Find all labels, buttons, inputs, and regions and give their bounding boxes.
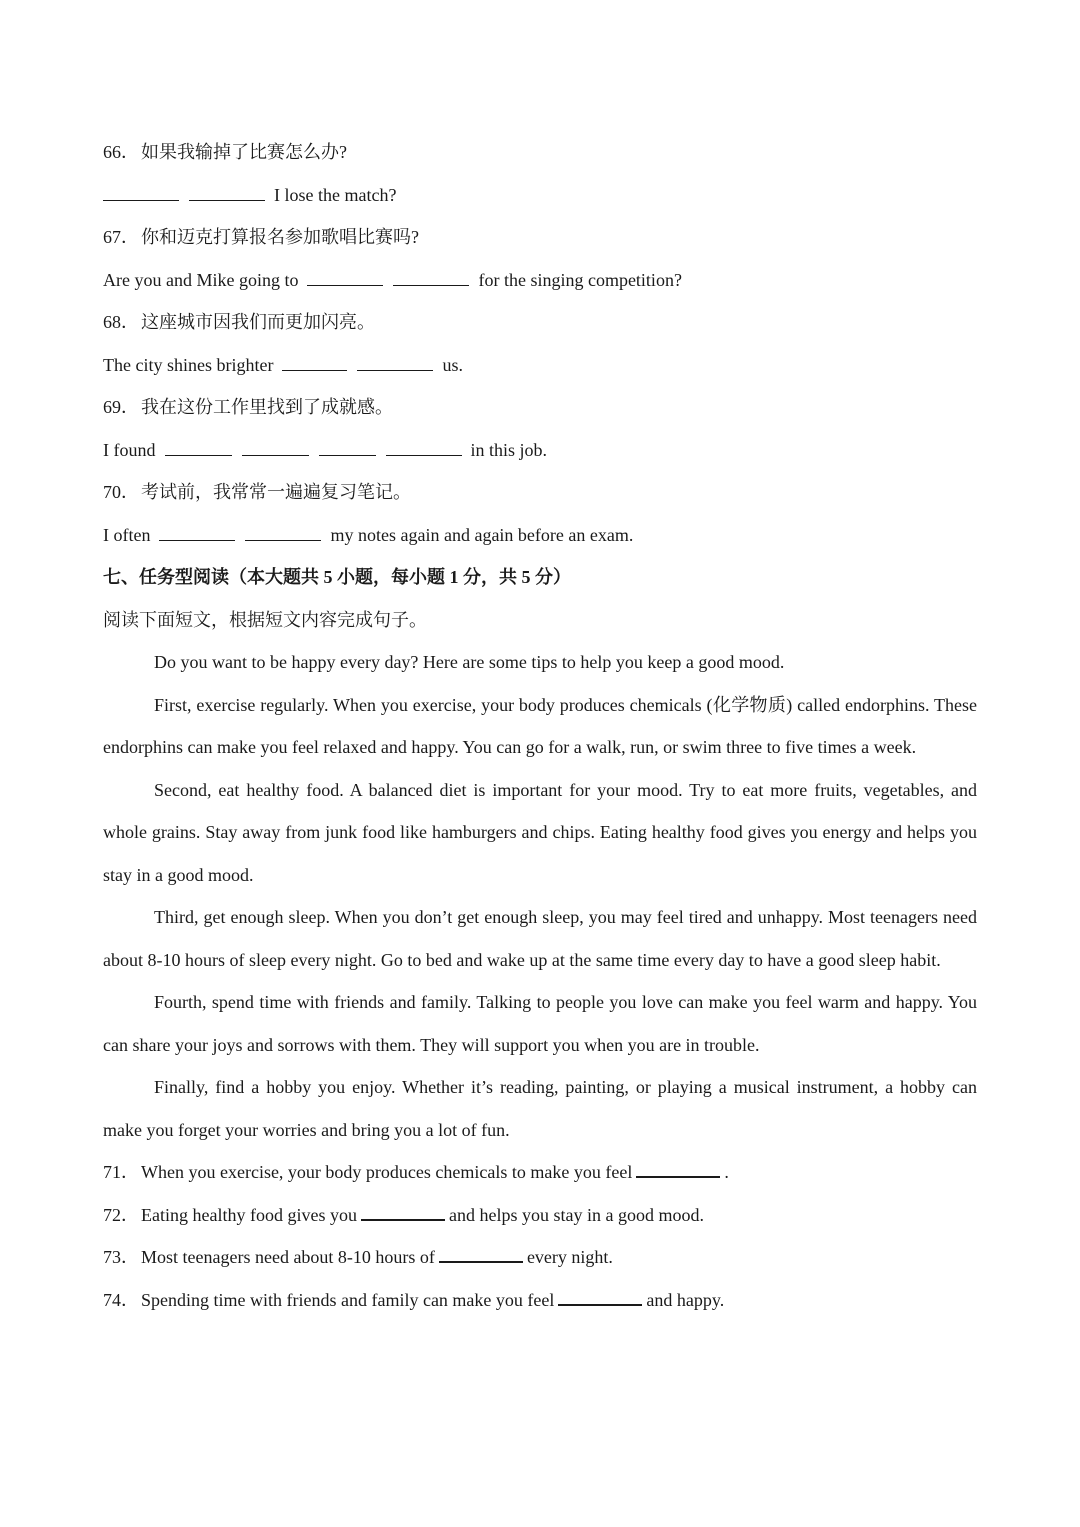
question-text: and helps you stay in a good mood. [448, 1204, 704, 1225]
passage-paragraph: Third, get enough sleep. When you don’t get enough sleep, you may feel tired and unhappy. Most teenagers need about 8-10 hours of sleep every night. Go to bed and wake up at the same time every day to have a good sleep habit. [103, 907, 977, 970]
answer-blank[interactable] [242, 439, 309, 456]
question-72 [103, 1194, 977, 1237]
chinese-sentence: 这座城市因我们而更加闪亮。 [141, 312, 375, 332]
question-67-prompt [103, 216, 977, 259]
question-67-answer [103, 259, 977, 302]
question-text: every night. [526, 1247, 613, 1267]
passage-paragraph: Fourth, spend time with friends and family. Talking to people you love can make you feel warm and happy. You can share your joys and sorrows with them. They will support you when you are in trouble. [103, 992, 977, 1055]
section-instruction: 阅读下面短文，根据短文内容完成句子。 [103, 609, 427, 630]
answer-blank[interactable] [165, 439, 232, 456]
chinese-sentence: 我在这份工作里找到了成就感。 [141, 397, 393, 417]
passage-paragraph: Second, eat healthy food. A balanced diet is important for your mood. Try to eat more fruits, vegetables, and whole grains. Stay away from junk food like hamburgers and chips. Eating healthy food gives you energy and helps you stay in a good mood. [103, 779, 977, 885]
english-text: The city shines brighter [103, 354, 274, 375]
english-text: in this job. [470, 439, 548, 460]
english-text: for the singing competition? [478, 269, 682, 290]
question-71 [103, 1151, 977, 1194]
question-text: and happy. [646, 1289, 725, 1310]
question-66-answer [103, 174, 977, 217]
english-text: my notes again and again before an exam. [330, 524, 634, 545]
chinese-sentence: 如果我输掉了比赛怎么办? [141, 142, 347, 162]
question-number: 66． [103, 142, 139, 162]
english-text: Are you and Mike going to [103, 269, 299, 290]
answer-blank[interactable] [357, 354, 433, 371]
answer-blank[interactable] [386, 439, 462, 456]
question-69-answer [103, 429, 977, 472]
question-number: 73． [103, 1247, 139, 1267]
answer-blank[interactable] [307, 269, 383, 286]
section-title: 七、任务型阅读（本大题共 5 小题，每小题 1 分，共 5 分） [103, 567, 571, 587]
question-73 [103, 1236, 977, 1279]
answer-blank[interactable] [189, 184, 265, 201]
answer-blank[interactable] [282, 354, 347, 371]
english-text: I lose the match? [274, 184, 397, 205]
question-text: . [724, 1162, 729, 1182]
question-text: Spending time with friends and family can make you feel [141, 1289, 555, 1310]
english-text: us. [442, 354, 463, 375]
answer-blank[interactable] [103, 184, 179, 201]
question-text: Most teenagers need about 8-10 hours of [141, 1247, 435, 1267]
passage-paragraph: Do you want to be happy every day? Here are some tips to help you keep a good mood. [154, 652, 785, 672]
english-text: I often [103, 524, 151, 545]
answer-blank[interactable] [361, 1203, 445, 1221]
question-number: 70． [103, 482, 139, 502]
question-number: 69． [103, 397, 139, 417]
passage-paragraph: Finally, find a hobby you enjoy. Whether it’s reading, painting, or playing a musical instrument, a hobby can make you forget your worries and bring you a lot of fun. [103, 1077, 977, 1140]
question-number: 74． [103, 1289, 139, 1310]
english-text: I found [103, 439, 156, 460]
answer-blank[interactable] [439, 1245, 523, 1263]
answer-blank[interactable] [558, 1288, 642, 1306]
question-text: When you exercise, your body produces chemicals to make you feel [141, 1162, 633, 1182]
answer-blank[interactable] [393, 269, 469, 286]
chinese-sentence: 考试前，我常常一遍遍复习笔记。 [141, 482, 411, 502]
question-text: Eating healthy food gives you [141, 1204, 357, 1225]
question-69-prompt [103, 386, 977, 429]
answer-blank[interactable] [319, 439, 376, 456]
chinese-sentence: 你和迈克打算报名参加歌唱比赛吗? [141, 227, 419, 247]
page-content [103, 131, 977, 1321]
passage-paragraph: First, exercise regularly. When you exercise, your body produces chemicals (化学物质) called endorphins. These endorphins can make you feel relaxed and happy. You can go for a walk, run, or swim three to five times a week. [103, 694, 977, 757]
question-number: 72． [103, 1204, 139, 1225]
answer-blank[interactable] [159, 524, 235, 541]
answer-blank[interactable] [245, 524, 321, 541]
question-70-answer [103, 514, 977, 557]
answer-blank[interactable] [636, 1160, 720, 1178]
question-70-prompt [103, 471, 977, 514]
question-68-prompt [103, 301, 977, 344]
question-68-answer [103, 344, 977, 387]
question-number: 67． [103, 227, 139, 247]
question-66-prompt [103, 131, 977, 174]
question-74 [103, 1279, 977, 1322]
question-number: 71． [103, 1162, 139, 1182]
question-number: 68． [103, 312, 139, 332]
